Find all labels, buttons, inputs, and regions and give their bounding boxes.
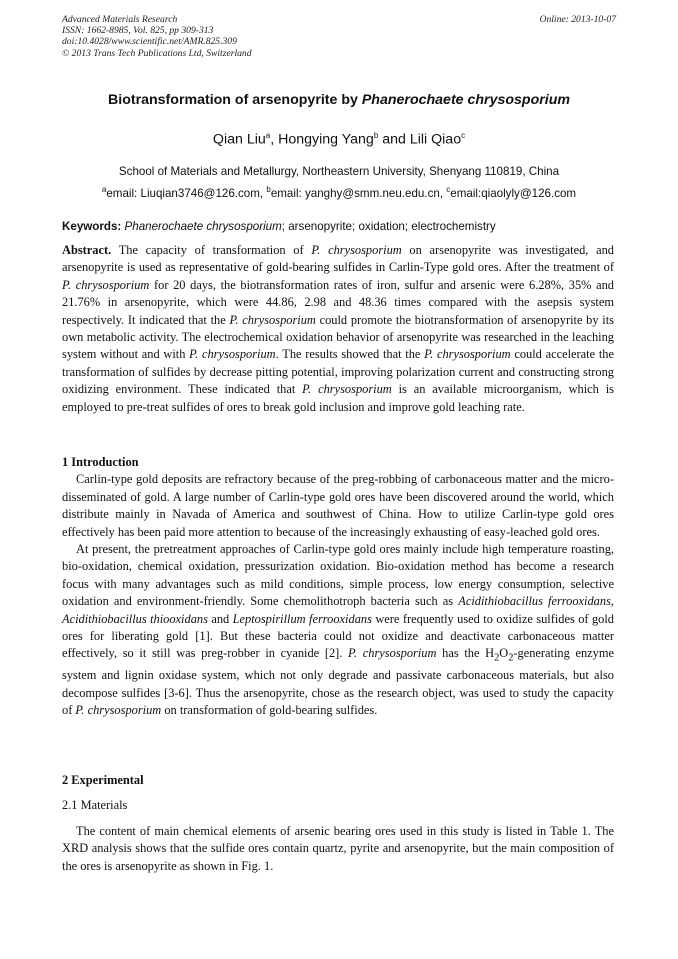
abstract-text: could accelerate the transformation of sulfides by decrease pitting potential, improving polarization current and constructing strong oxidizing environment. These indicated that [62,347,615,397]
doi-line: doi:10.4028/www.scientific.net/AMR.825.309 [62,36,237,48]
species-name: P. chrysosporium [311,243,402,257]
title-species: Phanerochaete chrysosporium [361,92,570,108]
paper-title [40,92,638,108]
keywords-rest: ; arsenopyrite; oxidation; electrochemistry [281,220,496,233]
species-name: P. chrysosporium [424,347,511,362]
abstract-text: on arsenopyrite was investigated, and arsenopyrite is used as representative of gold-bearing sulfides in Carlin-Type gold ores. After the treatment of [62,243,614,275]
paragraph-text: At present, the pretreatment approaches of Carlin-type gold ores mainly include high temperature roasting, bio-oxidation, chemical oxidation, pressurization oxidation. Bio-oxidation method has become a research focus with many advantages such as mild conditions, simple process, low energy consumption, selective oxidation and environment-friendly. Some chemolithotroph bacteria such as [62,542,614,609]
author-1-mark: a [265,131,271,140]
paragraph-text: were frequently used to oxidize sulfides of gold ores for liberating gold [1]. But these bacteria could not oxidize and deactivate carbonaceous matter effectively, so it still was preg-robber in cyanide [2]. [62,611,614,661]
subscript: 2 [508,652,514,664]
abstract-text: could promote the biotransformation of arsenopyrite by its own metabolic activity. The electrochemical oxidation behavior of arsenopyrite was researched in the leaching system without and with [62,312,614,362]
species-name: Acidithiobacillus thiooxidans [62,611,208,626]
author-2-mark: b [373,131,379,140]
issn-line: ISSN: 1662-8985, Vol. 825, pp 309-313 [62,25,214,37]
species-name: Leptospirillum ferrooxidans [232,611,372,626]
keywords-label: Keywords: [62,220,122,233]
species-name: P. chrysosporium [75,703,162,718]
abstract-text: The capacity of transformation of [111,243,312,257]
author-3: Lili Qiao [409,131,462,148]
materials-paragraph: The content of main chemical elements of arsenic bearing ores used in this study is listed in Table 1. The XRD analysis shows that the sulfide ores contain quartz, pyrite and arsenopyrite, but the main composition of the ores is arsenopyrite as shown in Fig. 1. [62,823,614,873]
email-b: email: yanghy@smm.neu.edu.cn, [270,186,447,200]
abstract-text: . The results showed that the [275,347,425,362]
section-experimental [62,772,614,875]
species-name: P. chrysosporium [189,347,276,362]
paragraph-text: has the H [436,646,495,661]
subsection-heading: 2.1 Materials [62,798,128,813]
paragraph-text: O [499,646,509,661]
title-text: Biotransformation of arsenopyrite by [108,92,362,108]
paragraph-text: -generating enzyme system and lignin oxidase system, which not only degrade and passivate carbonaceous materials, but also decompose sulfides [3-6]. Thus the arsenopyrite, chose as the research object, was used to study the capacity of [62,646,614,718]
species-name: P. chrysosporium [348,646,437,661]
abstract-label: Abstract. [62,243,112,257]
journal-name: Advanced Materials Research [62,14,178,25]
keywords [62,220,616,233]
journal-header [62,14,616,59]
email-a-mark: a [101,185,107,194]
author-and: and [378,131,410,148]
paragraph-text: , [610,594,615,609]
keywords-species: Phanerochaete chrysosporium [124,220,282,233]
intro-paragraph-1: Carlin-type gold deposits are refractory because of the preg-robbing of carbonaceous matter and the micro-disseminated of gold. A large number of Carlin-type gold ores have been discovered around the world, which distribute mainly in Navada of America and southwest of China. How to utilize Carlin-type gold ores effectively has been paid more attention to because of the increasingly exhausting of easy-leached gold ores. [62,472,614,539]
author-3-mark: c [461,131,466,140]
author-list [40,131,638,148]
author-1: Qian Liu [212,131,266,148]
author-2: Hongying Yang [278,131,374,148]
author-sep: , [270,131,279,148]
abstract [62,242,614,416]
email-c-mark: c [446,185,451,194]
section-heading: 2 Experimental [62,773,144,787]
email-a: email: Liuqian3746@126.com, [106,186,267,200]
intro-paragraph-2 [62,541,614,720]
online-date: Online: 2013-10-07 [539,14,616,25]
subscript: 2 [494,652,500,664]
species-name: P. chrysosporium [229,312,316,327]
species-name: P. chrysosporium [62,277,150,292]
copyright-line: © 2013 Trans Tech Publications Ltd, Switzerland [62,47,252,59]
species-name: P. chrysosporium [302,382,392,397]
paragraph-text: and [207,611,233,626]
section-introduction [62,454,614,720]
abstract-text: is an available microorganism, which is employed to pre-treat sulfides of ores to break gold inclusion and improve gold leaching rate. [62,382,614,414]
affiliation: School of Materials and Metallurgy, Northeastern University, Shenyang 110819, China [118,165,560,178]
abstract-text: for 20 days, the biotransformation rates of iron, sulfur and arsenic were 6.28%, 35% and 21.76% in arsenopyrite, which were 44.86, 2.98 and 48.36 times compared with the asepsis system respectively. It indicated that the [62,277,614,327]
email-b-mark: b [266,185,271,194]
email-c: email:qiaolyly@126.com [450,186,577,200]
species-name: Acidithiobacillus ferrooxidans [458,594,611,609]
paragraph-text: on transformation of gold-bearing sulfides. [161,703,378,718]
section-heading: 1 Introduction [62,455,139,469]
email-line [40,185,638,200]
